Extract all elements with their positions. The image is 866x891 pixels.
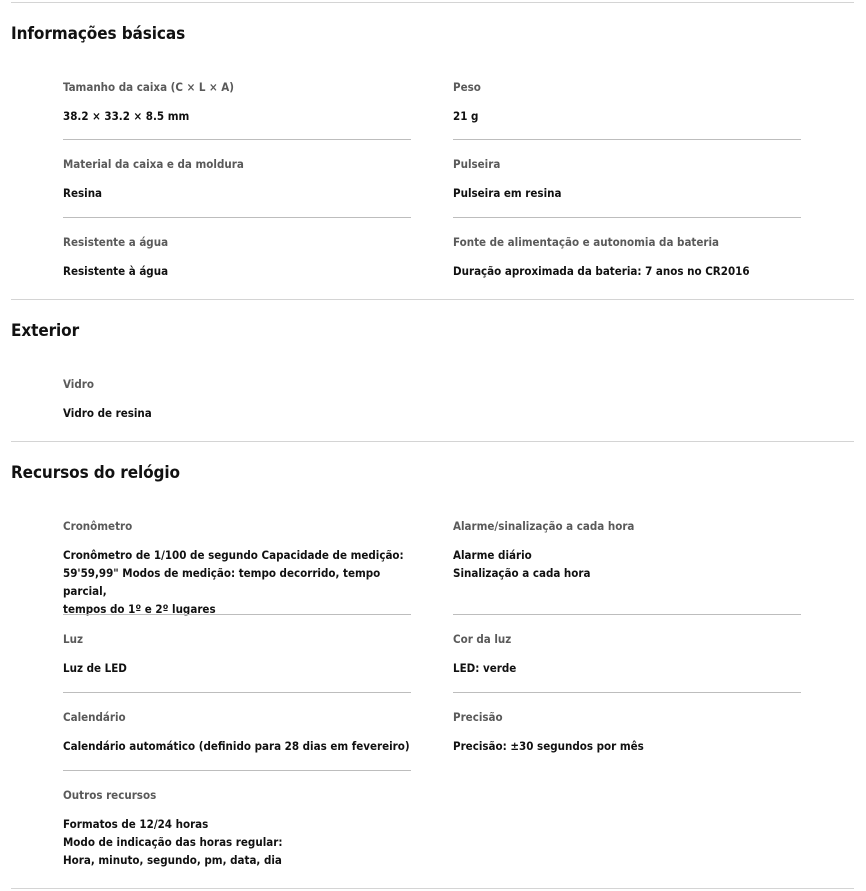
spec-value: Vidro de resina xyxy=(63,406,152,420)
spec-value: Calendário automático (definido para 28 dias em fevereiro) xyxy=(63,739,410,753)
spec-label: Peso xyxy=(453,80,481,94)
spec-value: Formatos de 12/24 horas Modo de indicação das horas regular: Hora, minuto, segundo, pm, data, dia xyxy=(63,817,283,867)
spec-separator xyxy=(453,217,801,218)
section-divider xyxy=(11,299,854,300)
spec-label: Fonte de alimentação e autonomia da bateria xyxy=(453,235,720,249)
spec-separator xyxy=(453,614,801,615)
spec-light xyxy=(63,632,411,677)
spec-weight xyxy=(453,80,801,125)
spec-label: Pulseira xyxy=(453,157,501,171)
section-title-watch-features: Recursos do relógio xyxy=(11,463,180,483)
spec-value: Duração aproximada da bateria: 7 anos no CR2016 xyxy=(453,264,750,278)
spec-value: Resina xyxy=(63,186,103,200)
spec-accuracy xyxy=(453,710,801,755)
spec-calendar xyxy=(63,710,411,755)
spec-separator xyxy=(453,692,801,693)
spec-value: Pulseira em resina xyxy=(453,186,562,200)
spec-label: Vidro xyxy=(63,377,94,391)
section-divider xyxy=(11,2,854,3)
spec-separator xyxy=(63,139,411,140)
spec-label: Alarme/sinalização a cada hora xyxy=(453,519,635,533)
spec-value: 21 g xyxy=(453,109,479,123)
spec-label: Calendário xyxy=(63,710,126,724)
spec-value: 38.2 × 33.2 × 8.5 mm xyxy=(63,109,190,123)
spec-case-size xyxy=(63,80,411,125)
spec-stopwatch xyxy=(63,519,411,618)
section-divider xyxy=(11,888,854,889)
spec-label: Cronômetro xyxy=(63,519,133,533)
spec-separator xyxy=(63,770,411,771)
spec-alarm xyxy=(453,519,801,582)
spec-separator xyxy=(63,692,411,693)
spec-label: Resistente a água xyxy=(63,235,169,249)
spec-water-resistance xyxy=(63,235,411,280)
spec-label: Precisão xyxy=(453,710,503,724)
spec-glass xyxy=(63,377,411,422)
spec-value: Resistente à água xyxy=(63,264,169,278)
spec-band xyxy=(453,157,801,202)
spec-separator xyxy=(63,217,411,218)
spec-label: Outros recursos xyxy=(63,788,157,802)
section-title-exterior: Exterior xyxy=(11,321,80,341)
spec-label: Tamanho da caixa (C × L × A) xyxy=(63,80,235,94)
section-title-basic-info: Informações básicas xyxy=(11,24,186,44)
spec-value: Alarme diário Sinalização a cada hora xyxy=(453,548,591,580)
spec-value: Luz de LED xyxy=(63,661,127,675)
spec-value: Precisão: ±30 segundos por mês xyxy=(453,739,644,753)
spec-label: Cor da luz xyxy=(453,632,512,646)
spec-separator xyxy=(63,614,411,615)
spec-light-color xyxy=(453,632,801,677)
spec-separator xyxy=(453,139,801,140)
spec-other-features xyxy=(63,788,411,869)
spec-case-material xyxy=(63,157,411,202)
spec-value: LED: verde xyxy=(453,661,517,675)
spec-power-supply xyxy=(453,235,801,280)
spec-label: Material da caixa e da moldura xyxy=(63,157,244,171)
spec-label: Luz xyxy=(63,632,83,646)
section-divider xyxy=(11,441,854,442)
spec-value: Cronômetro de 1/100 de segundo Capacidade de medição: 59'59,99" Modos de medição: tempo decorrido, tempo parcial, tempos do 1º e 2º lugares xyxy=(63,548,404,616)
